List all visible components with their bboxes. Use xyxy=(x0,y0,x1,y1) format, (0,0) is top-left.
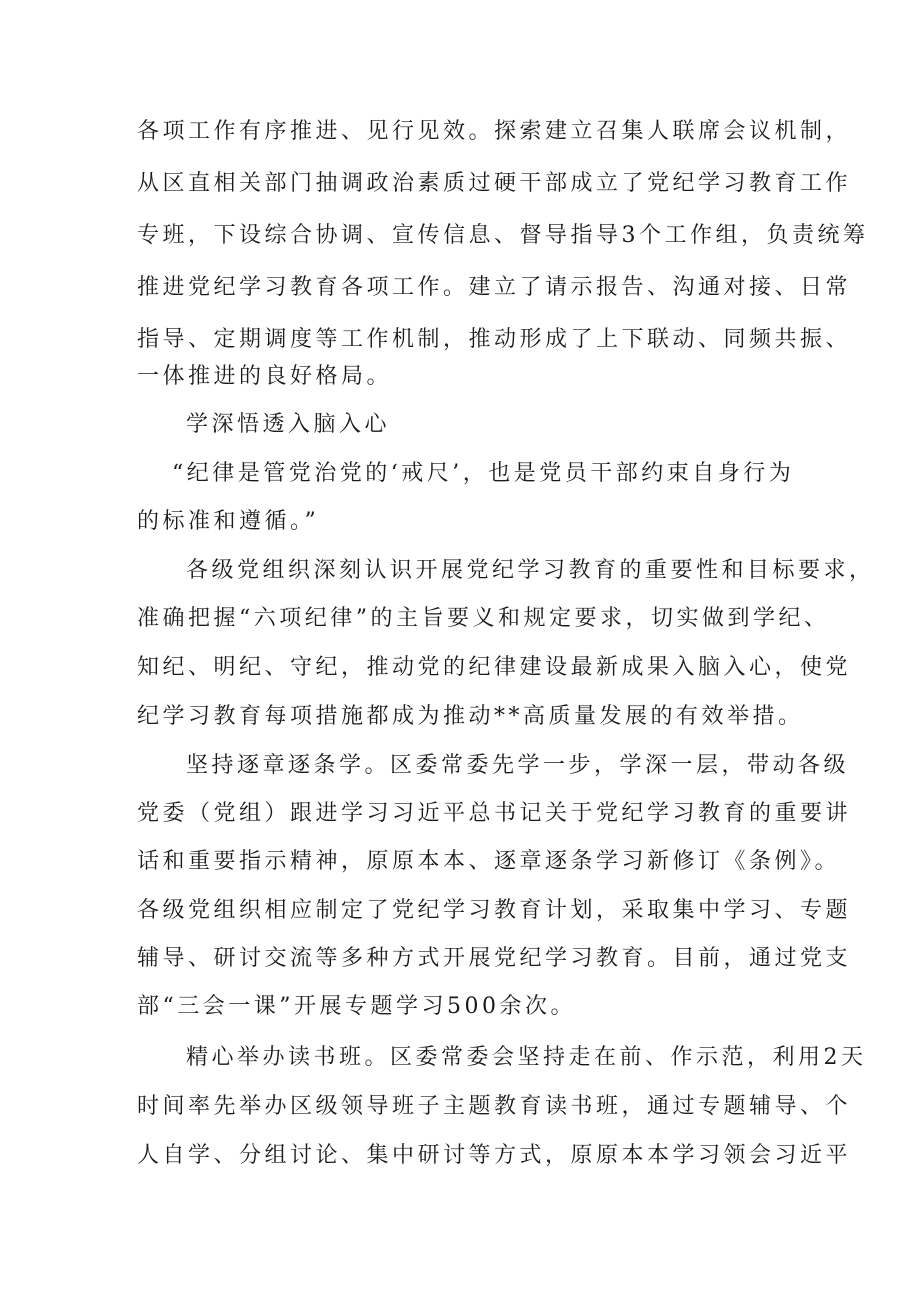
text-line: 各级党组织相应制定了党纪学习教育计划，采取集中学习、专题 xyxy=(137,898,852,923)
quote-line: “纪律是管党治党的‘戒尺’，也是党员干部约束自身行为 xyxy=(172,461,795,486)
section-heading: 学深悟透入脑入心 xyxy=(186,412,391,437)
text-line: 专班，下设综合协调、宣传信息、督导指导3个工作组，负责统筹 xyxy=(137,223,869,248)
text-line: 部“三会一课”开展专题学习500余次。 xyxy=(137,994,576,1019)
text-line: 指导、定期调度等工作机制，推动形成了上下联动、同频共振、 xyxy=(137,327,852,352)
text-line: 各项工作有序推进、见行见效。探索建立召集人联席会议机制， xyxy=(137,119,852,144)
text-line: 从区直相关部门抽调政治素质过硬干部成立了党纪学习教育工作 xyxy=(137,171,852,196)
text-line: 纪学习教育每项措施都成为推动**高质量发展的有效举措。 xyxy=(137,704,804,729)
text-line: 精心举办读书班。区委常委会坚持走在前、作示范，利用2天 xyxy=(186,1045,867,1070)
text-line: 一体推进的良好格局。 xyxy=(137,364,393,389)
text-line: 时间率先举办区级领导班子主题教育读书班，通过专题辅导、个 xyxy=(137,1094,852,1119)
text-line: 坚持逐章逐条学。区委常委先学一步，学深一层，带动各级 xyxy=(186,753,850,778)
text-line: 党委（党组）跟进学习习近平总书记关于党纪学习教育的重要讲 xyxy=(137,801,852,826)
text-line: 准确把握“六项纪律”的主旨要义和规定要求，切实做到学纪、 xyxy=(137,606,830,631)
text-line: 辅导、研讨交流等多种方式开展党纪学习教育。目前，通过党支 xyxy=(137,946,852,971)
text-line: 知纪、明纪、守纪，推动党的纪律建设最新成果入脑入心，使党 xyxy=(137,655,852,680)
text-line: 人自学、分组讨论、集中研讨等方式，原原本本学习领会习近平 xyxy=(137,1143,852,1168)
text-line: 各级党组织深刻认识开展党纪学习教育的重要性和目标要求， xyxy=(186,558,875,583)
text-line: 话和重要指示精神，原原本本、逐章逐条学习新修订《条例》。 xyxy=(137,849,841,874)
text-line: 推进党纪学习教育各项工作。建立了请示报告、沟通对接、日常 xyxy=(137,275,852,300)
quote-line: 的标准和遵循。” xyxy=(137,509,320,534)
